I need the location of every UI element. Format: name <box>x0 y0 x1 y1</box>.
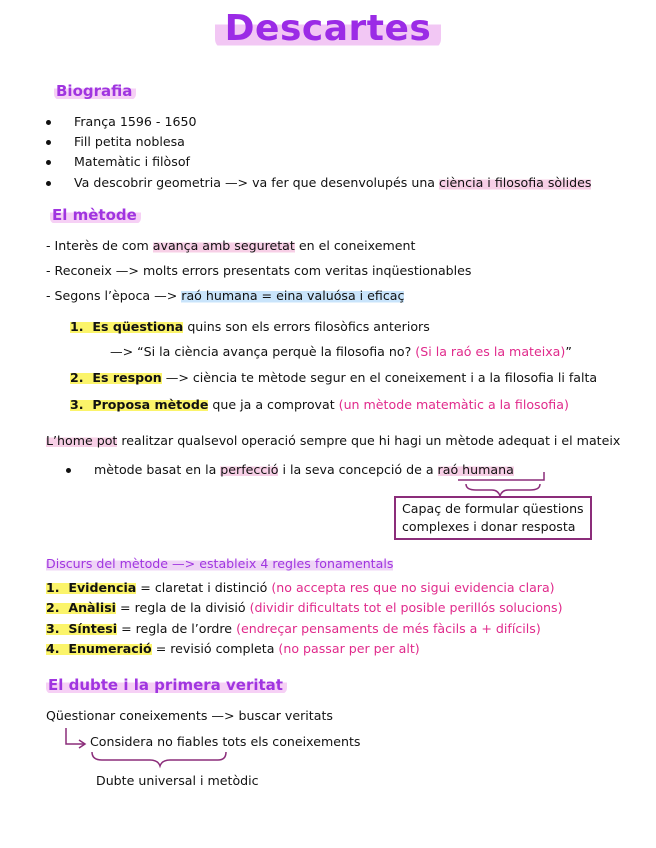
heading-metode: El mètode <box>50 206 141 224</box>
metode-step-1b: —> “Si la ciència avança perquè la filosofia no? (Si la raó es la mateixa)” <box>110 344 572 359</box>
note-line-2: complexes i donar resposta <box>402 519 576 534</box>
note-line-1: Capaç de formular qüestions <box>402 501 584 516</box>
rule-2: 2. Anàlisi = regla de la divisió (dividir dificultats tot el posible perillós solucions) <box>46 600 563 615</box>
bio-item-2: Fill petita noblesa <box>46 134 185 150</box>
rule-4: 4. Enumeració = revisió completa (no passar per per alt) <box>46 641 420 656</box>
dubte-line-2: Considera no fiables tots els coneixements <box>90 734 361 749</box>
rule-3: 3. Síntesi = regla de l’ordre (endreçar pensaments de més fàcils a + difícils) <box>46 621 541 636</box>
page-title: Descartes <box>0 8 656 49</box>
dubte-line-1: Qüestionar coneixements —> buscar veritats <box>46 708 333 723</box>
metode-home-line: L’home pot realitzar qualsevol operació sempre que hi hagi un mètode adequat i el mateix <box>46 433 621 448</box>
metode-bullet: mètode basat en la perfecció i la seva concepció de a raó humana <box>66 462 514 478</box>
brace-rao-humana <box>466 484 540 496</box>
dubte-line-3: Dubte universal i metòdic <box>96 773 259 788</box>
bio-item-4: Va descobrir geometria —> va fer que desenvolupés una ciència i filosofia sòlides <box>46 175 591 191</box>
bio-item-1: França 1596 - 1650 <box>46 114 197 130</box>
bio-item-3: Matemàtic i filòsof <box>46 154 190 170</box>
metode-line-2: - Reconeix —> molts errors presentats com veritas inqüestionables <box>46 263 472 278</box>
rule-1: 1. Evidencia = claretat i distinció (no accepta res que no sigui evidencia clara) <box>46 580 555 595</box>
underline-rao-humana <box>458 472 544 480</box>
metode-step-2: 2. Es respon —> ciència te mètode segur en el coneixement i a la filosofia li falta <box>70 370 598 385</box>
metode-step-3: 3. Proposa mètode que ja a comprovat (un mètode matemàtic a la filosofia) <box>70 397 569 412</box>
metode-line-1: - Interès de com avança amb seguretat en el coneixement <box>46 238 416 253</box>
heading-discurs: Discurs del mètode —> estableix 4 regles fonamentals <box>46 556 394 571</box>
heading-dubte: El dubte i la primera veritat <box>46 676 287 694</box>
heading-biografia: Biografia <box>54 82 136 100</box>
brace-considera <box>92 752 226 766</box>
metode-step-1: 1. Es qüestiona quins son els errors filosòfics anteriors <box>70 319 430 334</box>
metode-line-3: - Segons l’època —> raó humana = eina valuósa i eficaç <box>46 288 405 303</box>
